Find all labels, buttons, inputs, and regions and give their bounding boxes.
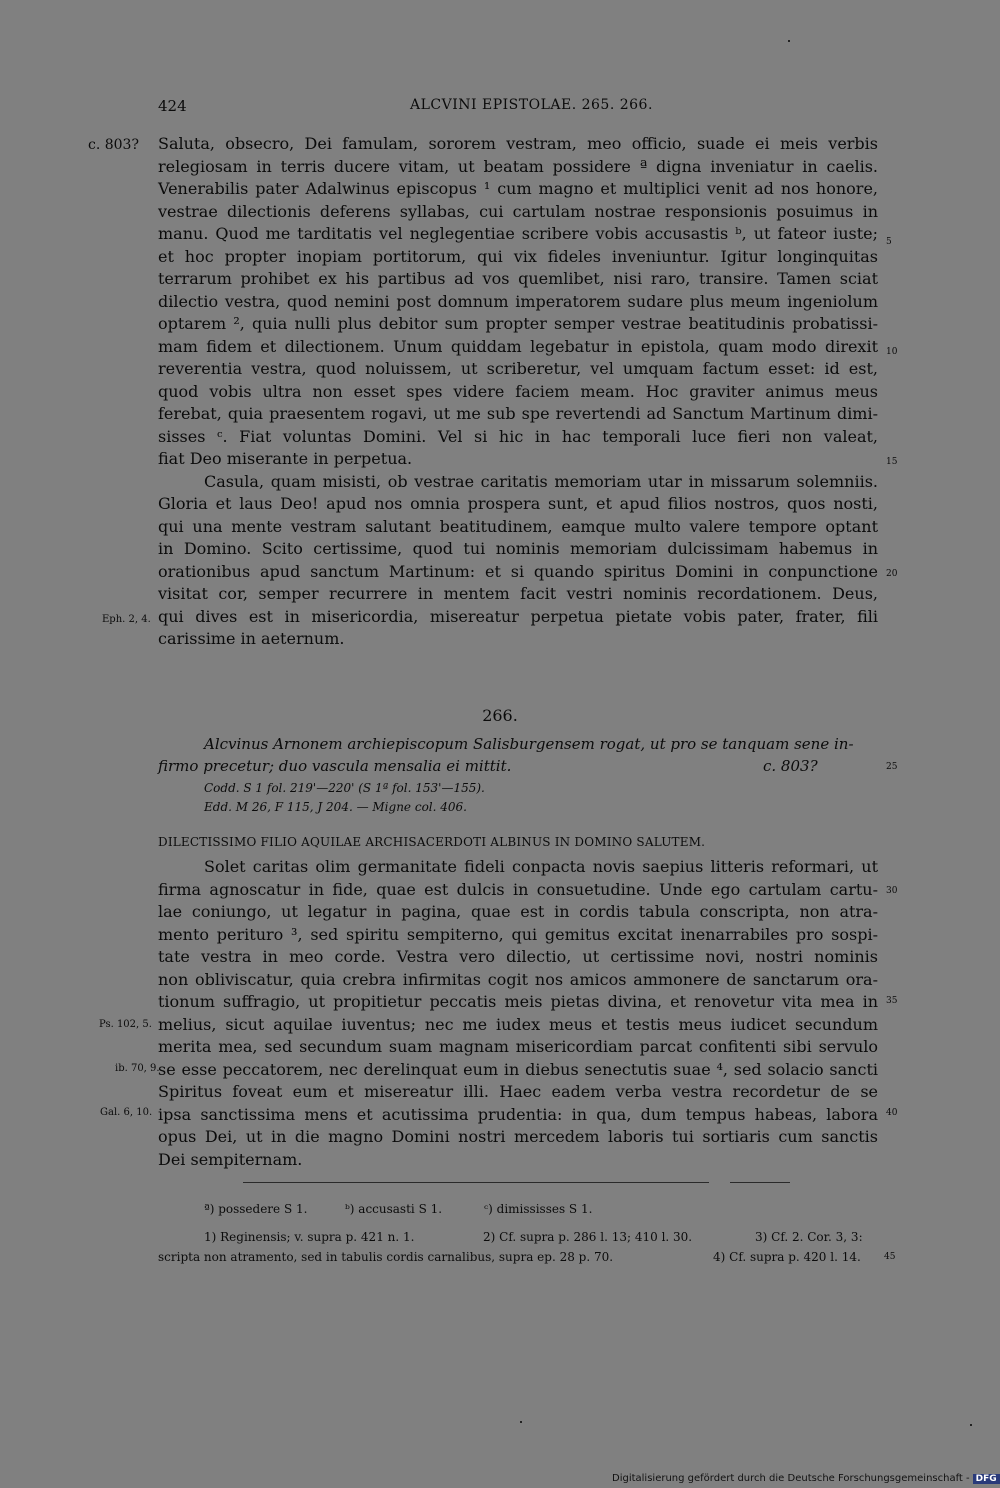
text-line: Solet caritas olim germanitate fideli conpacta novis saepius litteris reformari, ut — [204, 857, 878, 876]
note-3: 3) Cf. 2. Cor. 3, 3: — [755, 1230, 863, 1244]
line-number: 25 — [886, 762, 898, 772]
line-number: 20 — [886, 569, 898, 579]
text-line: dilectio vestra, quod nemini post domnum imperatorem sudare plus meum ingeniolum — [158, 291, 878, 311]
text-line: relegiosam in terris ducere vitam, ut beatam possidere ª digna inveniatur in caelis. — [158, 156, 878, 176]
line-number: 30 — [886, 886, 898, 896]
note-1: 1) Reginensis; v. supra p. 421 n. 1. — [204, 1230, 415, 1244]
text-line: visitat cor, semper recurrere in mentem facit vestri nominis recordationem. Deus, — [158, 584, 878, 603]
text-line: Spiritus foveat eum et misereatur illi. Haec eadem verba vestra recordetur de se — [158, 1082, 878, 1101]
text-line: orationibus apud sanctum Martinum: et si quando spiritus Domini in conpunctione — [158, 561, 878, 581]
variant-b: ᵇ) accusasti S 1. — [345, 1202, 443, 1216]
text-line: manu. Quod me tarditatis vel neglegentiae scribere vobis accusastis ᵇ, ut fateor iuste; — [158, 224, 878, 243]
text-line: tate vestra in meo corde. Vestra vero dilectio, ut certissime novi, nostri nominis — [158, 947, 878, 966]
text-line: Gloria et laus Deo! apud nos omnia prospera sunt, et apud filios nostros, quos nosti, — [158, 494, 878, 513]
text-line: qui una mente vestram salutant beatitudinem, eamque multo valere tempore optant — [158, 516, 878, 536]
editions: Edd. M 26, F 115, J 204. — Migne col. 406. — [204, 800, 467, 814]
text-line: reverentia vestra, quod noluissem, ut scriberetur, vel umquam factum esset: id est, — [158, 359, 878, 378]
summary-line-2: firmo precetur; duo vascula mensalia ei mittit. — [158, 757, 512, 775]
text-line: quod vobis ultra non esset spes videre faciem meam. Hoc graviter animus meus — [158, 381, 878, 401]
text-line: vestrae dilectionis deferens syllabas, cui cartulam nostrae responsionis posuimus in — [158, 201, 878, 221]
text-line: in Domino. Scito certissime, quod tui nominis memoriam dulcissimam habemus in — [158, 539, 878, 558]
running-title: ALCVINI EPISTOLAE. 265. 266. — [410, 97, 653, 113]
codices: Codd. S 1 fol. 219'—220' (S 1ª fol. 153'—155). — [204, 781, 485, 795]
margin-ref-eph: Eph. 2, 4. — [102, 614, 151, 625]
line-number: 35 — [886, 996, 898, 1006]
text-line: sisses ᶜ. Fiat voluntas Domini. Vel si hic in hac temporali luce fieri non valeat, — [158, 426, 878, 446]
scan-speck — [788, 40, 790, 42]
page-number: 424 — [158, 97, 187, 115]
text-line: non obliviscatur, quia crebra infirmitas cogit nos amicos ammonere de sanctarum ora- — [158, 969, 878, 989]
text-line: qui dives est in misericordia, misereatur perpetua pietate vobis pater, frater, fili — [158, 606, 878, 626]
text-line: Casula, quam misisti, ob vestrae caritatis memoriam utar in missarum solemniis. — [204, 471, 878, 491]
text-line: opus Dei, ut in die magno Domini nostri mercedem laboris tui sortiaris cum sanctis — [158, 1127, 878, 1146]
date-margin-265: c. 803? — [88, 137, 139, 153]
note-2: 2) Cf. supra p. 286 l. 13; 410 l. 30. — [483, 1230, 693, 1244]
credit-text: Digitalisierung gefördert durch die Deutsche Forschungsgemeinschaft - — [612, 1473, 970, 1484]
text-line: fiat Deo miserante in perpetua. — [158, 449, 413, 468]
margin-ref-ps: Ps. 102, 5. — [99, 1019, 152, 1030]
line-number: 10 — [886, 347, 898, 357]
text-line: se esse peccatorem, nec derelinquat eum in diebus senectutis suae ⁴, sed solacio sancti — [158, 1059, 878, 1079]
footnote-rule — [243, 1182, 709, 1183]
scan-speck — [520, 1421, 522, 1423]
text-line: merita mea, sed secundum suam magnam misericordiam parcat confitenti sibi servulo — [158, 1037, 878, 1056]
text-line: ferebat, quia praesentem rogavi, ut me sub spe revertendi ad Sanctum Martinum dimi- — [158, 404, 878, 423]
text-line: firma agnoscatur in fide, quae est dulcis in consuetudine. Unde ego cartulam cartu- — [158, 879, 878, 899]
note-4: 4) Cf. supra p. 420 l. 14. — [713, 1250, 861, 1264]
dfg-logo: DFG — [973, 1474, 1000, 1484]
line-number: 15 — [886, 457, 898, 467]
text-line: Dei sempiternam. — [158, 1149, 303, 1169]
line-number: 40 — [886, 1108, 898, 1118]
margin-ref-ib: ib. 70, 9. — [115, 1063, 160, 1074]
scan-speck — [970, 1424, 972, 1426]
text-line: mam fidem et dilectionem. Unum quiddam legebatur in epistola, quam modo direxit — [158, 336, 878, 356]
text-line: Saluta, obsecro, Dei famulam, sororem vestram, meo officio, suade ei meis verbis — [158, 134, 878, 153]
digitization-credit — [612, 1473, 1000, 1484]
letter-266-number: 266. — [482, 706, 518, 725]
note-3-continued: scripta non atramento, sed in tabulis cordis carnalibus, supra ep. 28 p. 70. — [158, 1250, 614, 1264]
text-line: et hoc propter inopiam portitorum, qui vix fideles inveniuntur. Igitur longinquitas — [158, 246, 878, 266]
text-line: ipsa sanctissima mens et acutissima prudentia: in qua, dum tempus habeas, labora — [158, 1104, 878, 1124]
text-line: tionum suffragio, ut propitietur peccatis meis pietas divina, et renovetur vita mea in — [158, 992, 878, 1011]
variant-a: ª) possedere S 1. — [204, 1202, 308, 1216]
text-line: optarem ², quia nulli plus debitor sum propter semper vestrae beatitudinis probatissi- — [158, 314, 878, 333]
footnote-rule — [730, 1182, 790, 1183]
text-line: Venerabilis pater Adalwinus episcopus ¹ cum magno et multiplici venit ad nos honore, — [158, 179, 878, 198]
text-line: mento perituro ³, sed spiritu sempiterno, qui gemitus excitat inenarrabiles pro sospi- — [158, 924, 878, 944]
text-line: terrarum prohibet ex his partibus ad vos quemlibet, nisi raro, transire. Tamen sciat — [158, 269, 878, 288]
margin-ref-gal: Gal. 6, 10. — [100, 1107, 153, 1118]
text-line: lae coniungo, ut legatur in pagina, quae est in cordis tabula conscripta, non atra- — [158, 902, 878, 921]
summary-line-1: Alcvinus Arnonem archiepiscopum Salisburgensem rogat, ut pro se tanquam sene in- — [204, 735, 854, 753]
text-line: melius, sicut aquilae iuventus; nec me iudex meus et testis meus iudicet secundum — [158, 1014, 878, 1034]
text-line: carissime in aeternum. — [158, 629, 345, 648]
line-number: 45 — [884, 1252, 896, 1262]
variant-c: ᶜ) dimississes S 1. — [484, 1202, 593, 1216]
salutation: DILECTISSIMO FILIO AQUILAE ARCHISACERDOTI ALBINUS IN DOMINO SALUTEM. — [158, 835, 706, 849]
summary-date: c. 803? — [763, 757, 818, 775]
line-number: 5 — [886, 237, 892, 247]
